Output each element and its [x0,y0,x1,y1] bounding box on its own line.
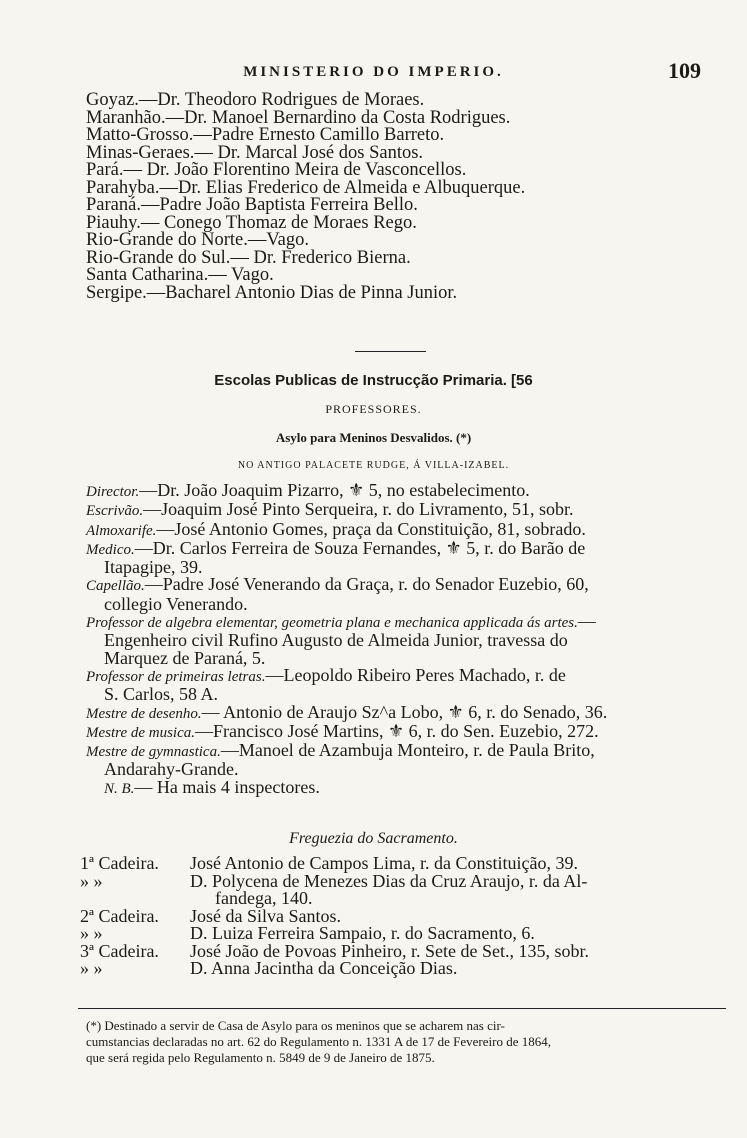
chairs-list [80,855,730,978]
inspector-line: Piauhy.— Conego Thomaz de Moraes Rego. [86,212,417,233]
footnote-divider [78,1008,726,1009]
staff-role: Professor de algebra elementar, geometria plana e mechanica applicada ás artes. [86,615,578,632]
nota-bene-text: — Ha mais 4 inspectores. [134,776,320,797]
chair-row [80,855,730,873]
chair-row [80,925,730,943]
staff-entry-cont: Engenheiro civil Rufino Augusto de Almeida Junior, travessa do [104,630,568,651]
chair-number: » » [80,923,103,943]
staff-text: —Joaquim José Pinto Serqueira, r. do Livramento, 51, sobr. [143,499,574,520]
chair-teacher: José da Silva Santos. [190,905,341,926]
staff-role: Escrivão. [86,503,144,520]
footnote-line: cumstancias declaradas no art. 62 do Regulamento n. 1331 A de 17 de Fevereiro de 1864, [86,1034,551,1049]
staff-text: —Leopoldo Ribeiro Peres Machado, r. de [265,664,566,685]
inspector-line: Pará.— Dr. João Florentino Meira de Vasconcellos. [86,160,467,180]
staff-entry [86,576,726,595]
staff-text: —Dr. Carlos Ferreira de Souza Fernandes, ⚜ 5, r. do Barão de [134,537,586,558]
chair-number: » » [80,870,103,891]
chair-teacher: José João de Povoas Pinheiro, r. Sete de Set., 135, sobr. [190,940,589,961]
nota-bene [86,776,726,798]
staff-entry-cont: Marquez de Paraná, 5. [104,647,266,668]
staff-role: Mestre de musica. [86,724,195,741]
asylum-title: Asylo para Meninos Desvalidos. (*) [275,430,472,445]
nota-bene-label: N. B. [104,780,135,797]
staff-text: —José Antonio Gomes, praça da Constituição, 81, sobrado. [156,518,586,539]
inspector-line: Minas-Geraes.— Dr. Marcal José dos Santos. [86,142,424,163]
staff-role: Mestre de gymnastica. [86,744,221,761]
running-header: MINISTERIO DO IMPERIO. [243,64,504,80]
staff-text: —Padre José Venerando da Graça, r. do Senador Euzebio, 60, [144,574,589,595]
inspector-line: Paraná.—Padre João Baptista Ferreira Bello. [86,195,418,215]
chair-number: » » [80,958,103,978]
section-divider [355,351,426,352]
staff-role: Mestre de desenho. [86,705,202,722]
professors-heading: PROFESSORES. [325,402,422,416]
staff-list [86,482,726,798]
inspector-line: Sergipe.—Bacharel Antonio Dias de Pinna Junior. [86,282,458,303]
inspectors-list [86,92,726,302]
staff-text: —Manoel de Azambuja Monteiro, r. de Paula Brito, [220,740,595,761]
section-heading: Escolas Publicas de Instrucção Primaria. [56 [214,372,533,389]
inspector-line: Rio-Grande do Norte.—Vago. [86,230,309,250]
staff-entry-cont: Andarahy-Grande. [104,759,239,780]
chair-row [80,870,730,891]
parish-title: Freguezia do Sacramento. [289,830,458,847]
chair-teacher: D. Anna Jacintha da Conceição Dias. [190,958,458,978]
inspector-line: Santa Catharina.— Vago. [86,265,274,285]
chair-number: 2ª Cadeira. [80,905,159,926]
inspector-line: Maranhão.—Dr. Manoel Bernardino da Costa Rodrigues. [86,107,511,128]
footnote [86,1018,726,1066]
chair-teacher: José Antonio de Campos Lima, r. da Constituição, 39. [190,853,578,873]
footnote-line: (*) Destinado a servir de Casa de Asylo para os meninos que se acharem nas cir- [86,1018,505,1033]
inspector-line: Parahyba.—Dr. Elias Frederico de Almeida e Albuquerque. [86,177,526,198]
staff-role: Medico. [86,541,135,558]
inspector-line: Goyaz.—Dr. Theodoro Rodrigues de Moraes. [86,90,425,110]
staff-text: —Dr. João Joaquim Pizarro, ⚜ 5, no estabelecimento. [139,480,530,500]
staff-role: Capellão. [86,578,145,595]
inspector-line: Matto-Grosso.—Padre Ernesto Camillo Barreto. [86,125,445,145]
chair-teacher-cont: fandega, 140. [215,888,313,908]
chair-row [80,960,730,978]
staff-role: Director. [86,484,140,500]
staff-text: — Antonio de Araujo Sz^a Lobo, ⚜ 6, r. do Senado, 36. [201,701,608,722]
inspector-line: Rio-Grande do Sul.— Dr. Frederico Bierna. [86,247,411,268]
staff-entry-cont: collegio Venerando. [104,593,248,614]
staff-text: — [577,611,596,632]
staff-entry-cont: S. Carlos, 58 A. [104,684,219,705]
chair-teacher: D. Polycena de Menezes Dias da Cruz Araujo, r. da Al- [190,870,588,891]
page-number: 109 [668,58,701,83]
footnote-line: que será regida pelo Regulamento n. 5849 de 9 de Janeiro de 1875. [86,1050,435,1065]
staff-entry-cont: Itapagipe, 39. [104,557,203,578]
chair-number: 3ª Cadeira. [80,940,159,961]
chair-teacher: D. Luiza Ferreira Sampaio, r. do Sacramento, 6. [190,923,535,943]
staff-role: Almoxarife. [86,522,157,539]
staff-text: —Francisco José Martins, ⚜ 6, r. do Sen. Euzebio, 272. [195,720,599,741]
chair-number: 1ª Cadeira. [80,853,159,873]
staff-role: Professor de primeiras letras. [86,668,266,685]
asylum-address: NO ANTIGO PALACETE RUDGE, Á VILLA-IZABEL. [237,460,510,471]
